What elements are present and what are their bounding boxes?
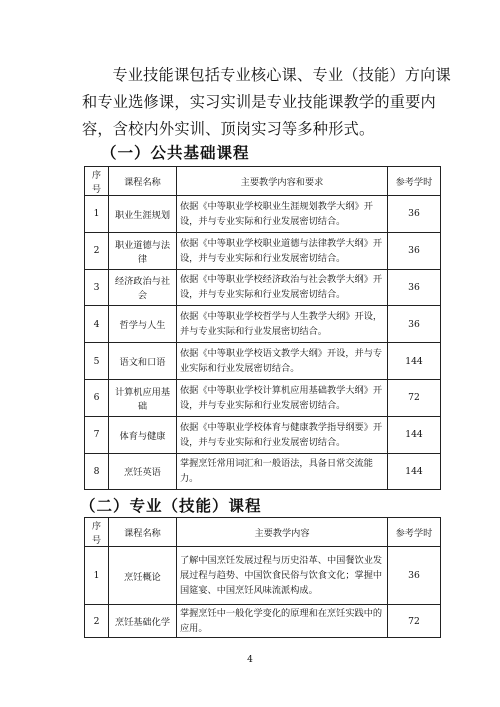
course-content: 依据《中等职业学校职业道德与法律教学大纲》开设，并与专业实际和行业发展密切结合。 [177, 232, 388, 269]
section1-title: （一）公共基础课程 [101, 143, 250, 162]
row-number: 1 [85, 196, 109, 233]
row-number: 1 [85, 547, 109, 605]
table-row [85, 379, 441, 416]
header-hours: 参考学时 [388, 518, 441, 547]
course-name: 烹饪英语 [109, 453, 177, 490]
course-hours: 36 [388, 232, 441, 269]
course-name: 烹饪概论 [109, 547, 177, 605]
course-content: 掌握烹饪常用词汇和一般语法，具备日常交流能力。 [177, 453, 388, 490]
section2-title: （二）专业（技能）课程 [80, 496, 262, 515]
table-row [85, 605, 441, 638]
course-name: 哲学与人生 [109, 306, 177, 343]
course-name: 经济政治与社会 [109, 269, 177, 306]
header-content: 主要教学内容和要求 [177, 167, 388, 196]
header-course-name: 课程名称 [109, 167, 177, 196]
header-number: 序号 [85, 167, 109, 196]
table-header-row [85, 167, 441, 196]
course-name: 体育与健康 [109, 416, 177, 453]
table-row [85, 306, 441, 343]
row-number: 2 [85, 232, 109, 269]
public-basic-courses-table [84, 166, 441, 490]
course-hours: 36 [388, 306, 441, 343]
table-row [85, 196, 441, 233]
table-header-row [85, 518, 441, 547]
course-name: 语文和口语 [109, 343, 177, 380]
course-name: 计算机应用基础 [109, 379, 177, 416]
course-hours: 144 [388, 416, 441, 453]
table-row [85, 453, 441, 490]
course-content: 依据《中等职业学校哲学与人生教学大纲》开设，并与专业实际和行业发展密切结合。 [177, 306, 388, 343]
course-content: 依据《中等职业学校计算机应用基础教学大纲》开设，并与专业实际和行业发展密切结合。 [177, 379, 388, 416]
course-name: 烹饪基础化学 [109, 605, 177, 638]
row-number: 2 [85, 605, 109, 638]
course-hours: 72 [388, 379, 441, 416]
course-content: 依据《中等职业学校经济政治与社会教学大纲》开设，并与专业实际和行业发展密切结合。 [177, 269, 388, 306]
course-hours: 144 [388, 343, 441, 380]
professional-courses-table [84, 517, 441, 638]
row-number: 7 [85, 416, 109, 453]
course-name: 职业生涯规划 [109, 196, 177, 233]
course-content: 依据《中等职业学校体育与健康教学指导纲要》开设，并与专业实际和行业发展密切结合。 [177, 416, 388, 453]
row-number: 6 [85, 379, 109, 416]
table-row [85, 269, 441, 306]
course-hours: 36 [388, 196, 441, 233]
course-hours: 36 [388, 269, 441, 306]
course-hours: 36 [388, 547, 441, 605]
course-content: 了解中国烹饪发展过程与历史沿革、中国餐饮业发展过程与趋势、中国饮食民俗与饮食文化；掌握中国筵宴、中国烹饪风味流派构成。 [177, 547, 388, 605]
header-content: 主要教学内容 [177, 518, 388, 547]
intro-paragraph: 专业技能课包括专业核心课、专业（技能）方向课和专业选修课，实习实训是专业技能课教学的重要内容，含校内外实训、顶岗实习等多种形式。 [82, 66, 451, 138]
table-row [85, 232, 441, 269]
header-hours: 参考学时 [388, 167, 441, 196]
page-number: 4 [247, 655, 253, 665]
course-hours: 144 [388, 453, 441, 490]
course-hours: 72 [388, 605, 441, 638]
header-course-name: 课程名称 [109, 518, 177, 547]
row-number: 4 [85, 306, 109, 343]
course-content: 依据《中等职业学校语文教学大纲》开设，并与专业实际和行业发展密切结合。 [177, 343, 388, 380]
row-number: 3 [85, 269, 109, 306]
course-content: 依据《中等职业学校职业生涯规划教学大纲》开设，并与专业实际和行业发展密切结合。 [177, 196, 388, 233]
row-number: 5 [85, 343, 109, 380]
course-content: 掌握烹饪中一般化学变化的原理和在烹饪实践中的应用。 [177, 605, 388, 638]
course-name: 职业道德与法律 [109, 232, 177, 269]
row-number: 8 [85, 453, 109, 490]
table-row [85, 547, 441, 605]
header-number: 序号 [85, 518, 109, 547]
table-row [85, 416, 441, 453]
table-row [85, 343, 441, 380]
